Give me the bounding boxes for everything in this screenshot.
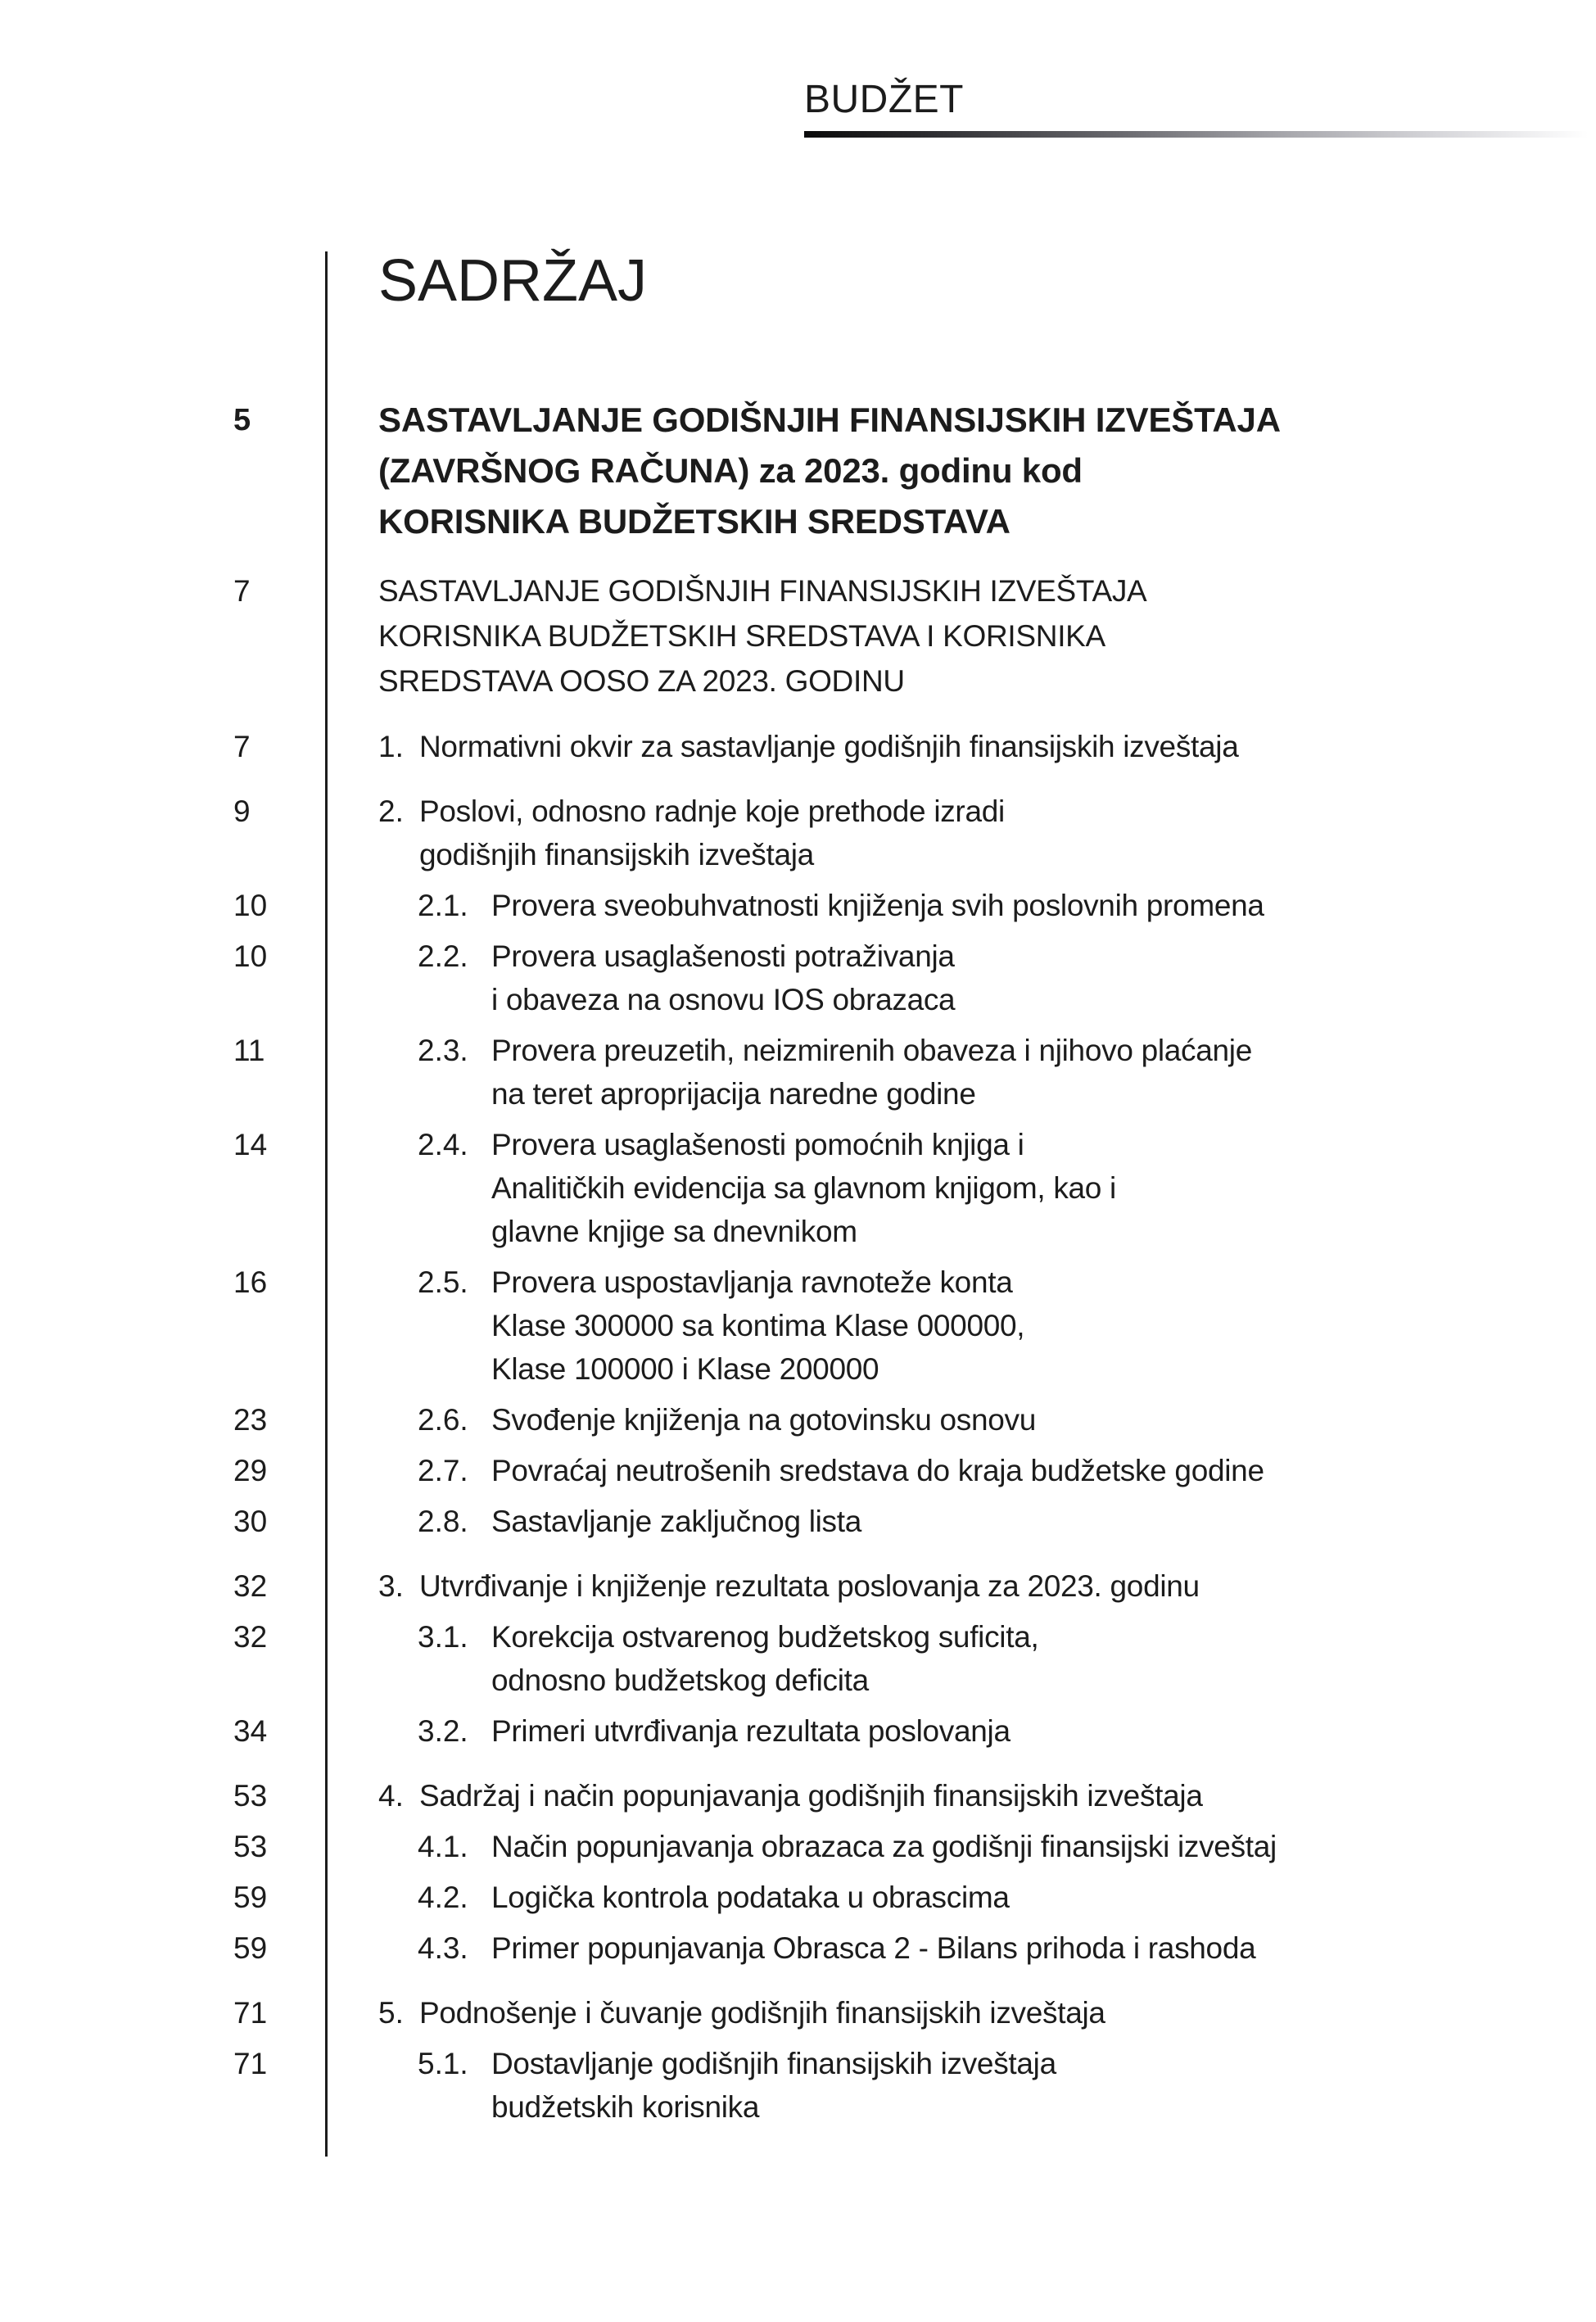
toc-entry — [233, 1774, 1544, 1817]
toc-entry-number: 2.8. — [418, 1505, 468, 1538]
toc-page-number: 16 — [233, 1265, 268, 1299]
toc-entry — [233, 1926, 1544, 1970]
toc-entry-body — [325, 1500, 1544, 1543]
toc-page-number: 59 — [233, 1881, 268, 1914]
toc-entry-number: 2.4. — [418, 1128, 468, 1161]
toc-page-number: 10 — [233, 889, 268, 922]
toc-entry-body — [325, 1876, 1544, 1919]
toc-entry — [233, 1123, 1544, 1253]
toc-entry-number: 2. — [378, 794, 404, 828]
toc-entry-text — [491, 1261, 1024, 1391]
toc-page-number: 59 — [233, 1931, 268, 1965]
toc-entry-text — [378, 395, 1281, 547]
toc-entry — [233, 1449, 1544, 1492]
toc-entry-number: 2.2. — [418, 939, 468, 973]
toc-entry-line: Svođenje knjiženja na gotovinsku osnovu — [491, 1403, 1037, 1437]
toc-entry — [233, 884, 1544, 927]
toc-entry — [233, 1991, 1544, 2035]
table-of-contents — [233, 246, 1544, 2136]
toc-page-number: 29 — [233, 1454, 268, 1487]
toc-page-number: 7 — [233, 730, 251, 763]
toc-entry-line: Provera usaglašenosti potraživanja — [491, 939, 955, 973]
toc-entry-text — [491, 1926, 1255, 1970]
toc-page-number: 9 — [233, 794, 251, 828]
toc-list — [233, 395, 1544, 2129]
toc-page-number: 5 — [233, 403, 251, 437]
toc-entry-body — [325, 1123, 1544, 1253]
toc-entry-number: 2.5. — [418, 1265, 468, 1299]
toc-title: SADRŽAJ — [378, 248, 648, 314]
toc-entry — [233, 395, 1544, 547]
toc-entry-line: Provera preuzetih, neizmirenih obaveza i njihovo plaćanje — [491, 1034, 1253, 1067]
toc-page-number: 30 — [233, 1505, 268, 1538]
toc-page-number: 32 — [233, 1569, 268, 1603]
toc-entry-line: Klase 300000 sa kontima Klase 000000, — [491, 1309, 1025, 1342]
toc-entry-line: SASTAVLJANJE GODIŠNJIH FINANSIJSKIH IZVEŠTAJA — [378, 401, 1281, 439]
toc-entry-body — [325, 1564, 1544, 1608]
toc-page-number: 53 — [233, 1779, 268, 1813]
toc-entry-line: Primeri utvrđivanja rezultata poslovanja — [491, 1714, 1010, 1748]
toc-page-number: 32 — [233, 1620, 268, 1654]
toc-page-number: 71 — [233, 2047, 268, 2080]
toc-entry-number: 2.1. — [418, 889, 468, 922]
toc-entry-line: Sastavljanje zaključnog lista — [491, 1505, 861, 1538]
toc-entry-number: 4.3. — [418, 1931, 468, 1965]
toc-entry-body — [325, 1774, 1544, 1817]
toc-entry-body — [325, 395, 1544, 547]
toc-entry-body — [325, 568, 1544, 704]
toc-page-number: 11 — [233, 1034, 265, 1067]
toc-entry-number: 2.3. — [418, 1034, 468, 1067]
journal-title: BUDŽET — [804, 78, 964, 121]
toc-entry-text — [491, 1709, 1010, 1753]
toc-entry-text — [378, 568, 1146, 704]
toc-entry-line: (ZAVRŠNOG RAČUNA) za 2023. godinu kod — [378, 451, 1083, 490]
toc-entry-number: 4.1. — [418, 1830, 468, 1863]
toc-entry-line: KORISNIKA BUDŽETSKIH SREDSTAVA I KORISNIKA — [378, 619, 1105, 653]
toc-entry-line: glavne knjige sa dnevnikom — [491, 1215, 857, 1248]
toc-page-number: 23 — [233, 1403, 268, 1437]
toc-entry-line: Utvrđivanje i knjiženje rezultata poslovanja za 2023. godinu — [419, 1569, 1200, 1603]
toc-entry — [233, 1615, 1544, 1702]
toc-entry-number: 3.2. — [418, 1714, 468, 1748]
toc-entry-number: 3. — [378, 1569, 404, 1603]
toc-entry-line: Korekcija ostvarenog budžetskog suficita, — [491, 1620, 1039, 1654]
toc-entry-number: 2.7. — [418, 1454, 468, 1487]
toc-entry-number: 5. — [378, 1996, 404, 2030]
toc-entry-text — [419, 1774, 1203, 1817]
toc-entry-text — [491, 935, 955, 1021]
toc-entry-number: 1. — [378, 730, 404, 763]
toc-page-number: 10 — [233, 939, 268, 973]
toc-entry-text — [491, 1398, 1036, 1442]
toc-entry — [233, 935, 1544, 1021]
toc-entry-line: Način popunjavanja obrazaca za godišnji finansijski izveštaj — [491, 1830, 1277, 1863]
toc-entry-text — [491, 1825, 1277, 1868]
toc-entry-line: i obaveza na osnovu IOS obrazaca — [491, 983, 956, 1016]
toc-entry-line: na teret aproprijacija naredne godine — [491, 1077, 976, 1111]
toc-entry-line: KORISNIKA BUDŽETSKIH SREDSTAVA — [378, 502, 1010, 541]
toc-entry-body — [325, 1926, 1544, 1970]
toc-entry-text — [419, 1564, 1200, 1608]
toc-entry — [233, 725, 1544, 768]
toc-entry-line: godišnjih finansijskih izveštaja — [419, 838, 814, 871]
toc-entry-text — [491, 2042, 1056, 2129]
toc-entry — [233, 1564, 1544, 1608]
toc-entry-line: Provera usaglašenosti pomoćnih knjiga i — [491, 1128, 1024, 1161]
toc-entry-line: SASTAVLJANJE GODIŠNJIH FINANSIJSKIH IZVEŠTAJA — [378, 574, 1147, 608]
toc-entry-line: Primer popunjavanja Obrasca 2 - Bilans prihoda i rashoda — [491, 1931, 1256, 1965]
toc-entry-text — [491, 1123, 1116, 1253]
toc-entry-line: Normativni okvir za sastavljanje godišnjih finansijskih izveštaja — [419, 730, 1239, 763]
toc-entry-body — [325, 1398, 1544, 1442]
toc-entry-line: Dostavljanje godišnjih finansijskih izveštaja — [491, 2047, 1056, 2080]
toc-page-number: 34 — [233, 1714, 268, 1748]
toc-entry — [233, 1500, 1544, 1543]
toc-entry-body — [325, 1029, 1544, 1116]
toc-entry-text — [419, 790, 1005, 876]
toc-entry-line: odnosno budžetskog deficita — [491, 1663, 869, 1697]
toc-page-number: 53 — [233, 1830, 268, 1863]
toc-entry — [233, 1825, 1544, 1868]
toc-entry-body — [325, 790, 1544, 876]
toc-entry-body — [325, 1261, 1544, 1391]
toc-entry-line: Poslovi, odnosno radnje koje prethode izradi — [419, 794, 1005, 828]
toc-entry-body — [325, 884, 1544, 927]
toc-entry — [233, 1029, 1544, 1116]
toc-entry — [233, 2042, 1544, 2129]
toc-entry — [233, 1709, 1544, 1753]
toc-entry-line: Sadržaj i način popunjavanja godišnjih finansijskih izveštaja — [419, 1779, 1203, 1813]
toc-entry — [233, 1398, 1544, 1442]
toc-entry-text — [419, 1991, 1105, 2035]
toc-entry-line: budžetskih korisnika — [491, 2090, 760, 2124]
toc-entry-body — [325, 2042, 1544, 2129]
toc-entry-text — [491, 1029, 1252, 1116]
toc-entry-number: 5.1. — [418, 2047, 468, 2080]
toc-entry-line: Provera sveobuhvatnosti knjiženja svih poslovnih promena — [491, 889, 1264, 922]
toc-page-number: 14 — [233, 1128, 268, 1161]
toc-page-number: 71 — [233, 1996, 268, 2030]
toc-entry-body — [325, 1615, 1544, 1702]
toc-entry-line: Analitičkih evidencija sa glavnom knjigom, kao i — [491, 1171, 1116, 1205]
toc-entry-text — [491, 1876, 1010, 1919]
toc-entry-number: 4.2. — [418, 1881, 468, 1914]
toc-entry-text — [491, 884, 1264, 927]
toc-entry-body — [325, 725, 1544, 768]
toc-entry-line: Povraćaj neutrošenih sredstava do kraja budžetske godine — [491, 1454, 1264, 1487]
toc-entry-body — [325, 1991, 1544, 2035]
toc-entry-text — [419, 725, 1239, 768]
toc-entry — [233, 790, 1544, 876]
toc-entry-line: Logička kontrola podataka u obrascima — [491, 1881, 1010, 1914]
toc-entry-line: Provera uspostavljanja ravnoteže konta — [491, 1265, 1013, 1299]
toc-entry-number: 2.6. — [418, 1403, 468, 1437]
toc-entry-line: SREDSTAVA OOSO ZA 2023. GODINU — [378, 664, 905, 698]
toc-entry — [233, 1876, 1544, 1919]
toc-entry-line: Podnošenje i čuvanje godišnjih finansijskih izveštaja — [419, 1996, 1105, 2030]
toc-entry-body — [325, 1825, 1544, 1868]
toc-entry-body — [325, 1709, 1544, 1753]
toc-entry-text — [491, 1615, 1038, 1702]
toc-entry-text — [491, 1449, 1264, 1492]
toc-entry-body — [325, 935, 1544, 1021]
toc-entry-line: Klase 100000 i Klase 200000 — [491, 1352, 879, 1386]
header-rule — [804, 131, 1596, 138]
toc-entry-body — [325, 1449, 1544, 1492]
toc-entry — [233, 1261, 1544, 1391]
toc-entry-number: 4. — [378, 1779, 404, 1813]
toc-page-number: 7 — [233, 574, 251, 608]
toc-entry-number: 3.1. — [418, 1620, 468, 1654]
toc-entry — [233, 568, 1544, 704]
toc-entry-text — [491, 1500, 861, 1543]
